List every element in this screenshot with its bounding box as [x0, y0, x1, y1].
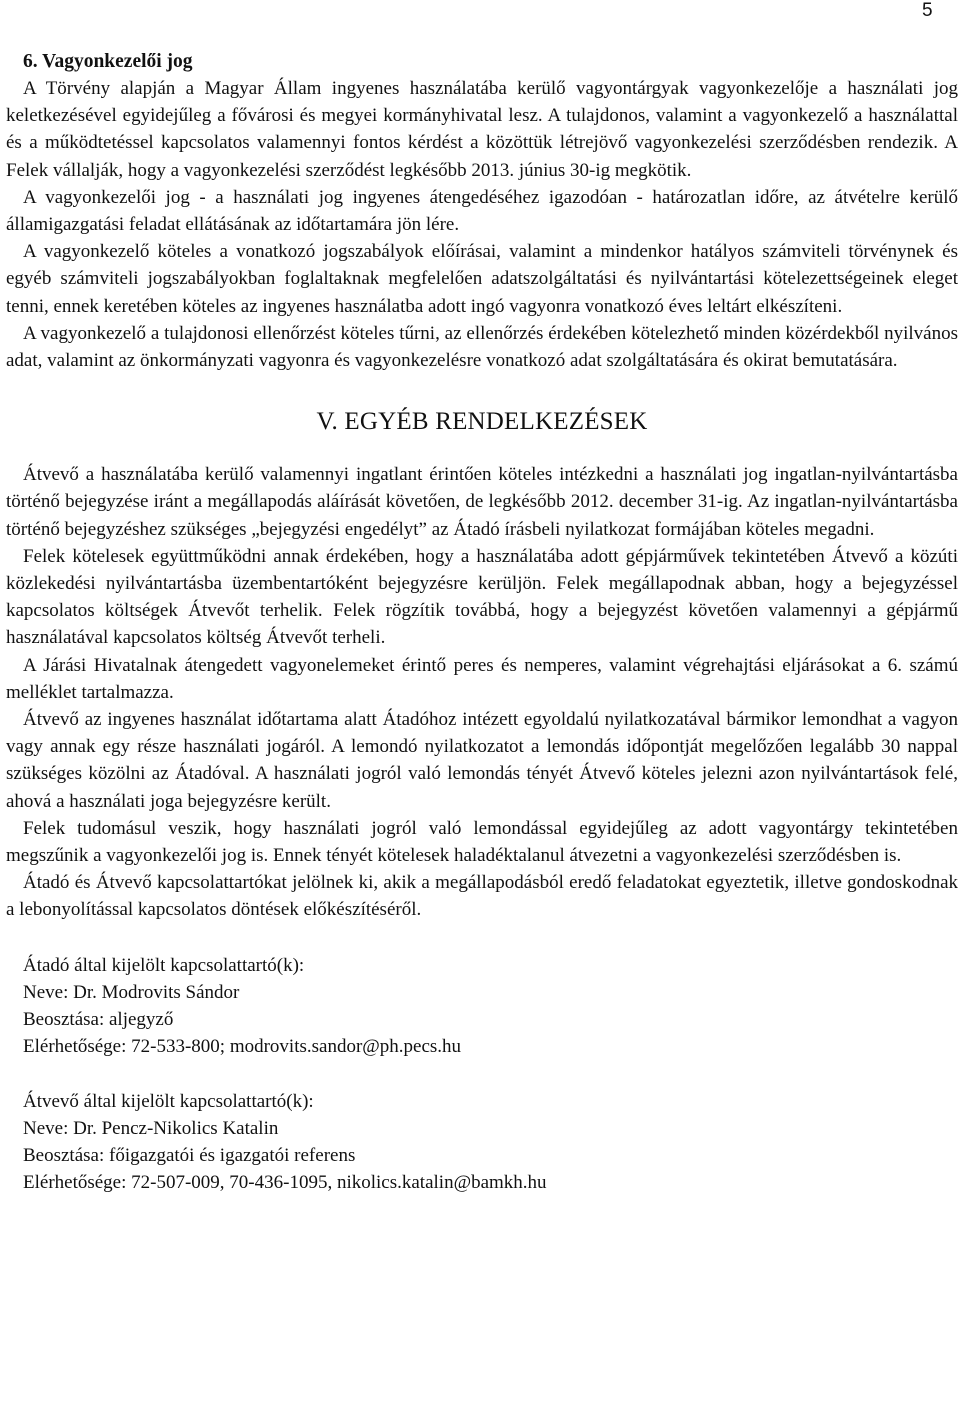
- section-v-heading: V. EGYÉB RENDELKEZÉSEK: [316, 408, 648, 436]
- contact-name: Neve: Dr. Pencz-Nikolics Katalin: [23, 1117, 279, 1139]
- paragraph: Felek tudomásul veszik, hogy használati jogról való lemondással egyidejűleg az adott vagyontárgy tekintetében megszűnik a vagyonkezelői jog is. Ennek tényét kötelesek haladéktalanul átvezetni a vagyonkezelési szerződésben is.: [6, 817, 958, 867]
- paragraph: A vagyonkezelő a tulajdonosi ellenőrzést köteles tűrni, az ellenőrzés érdekében kötelezhető minden közérdekből nyilvános adat, valamint az önkormányzati vagyonra és vagyonkezelésre vonatkozó adat szolgáltatására és okirat bemutatására.: [6, 322, 958, 372]
- paragraph: A vagyonkezelői jog - a használati jog ingyenes átengedéséhez igazodóan - határozatlan időre, az átvételre kerülő államigazgatási feladat ellátásának az időtartamára jön lére.: [6, 186, 958, 236]
- document-body: [6, 48, 958, 1196]
- contact-reach: Elérhetősége: 72-507-009, 70-436-1095, nikolics.katalin@bamkh.hu: [23, 1172, 547, 1194]
- paragraph: A Járási Hivatalnak átengedett vagyonelemeket érintő peres és nemperes, valamint végrehajtási eljárásokat a 6. számú melléklet tartalmazza.: [6, 654, 958, 703]
- section-6-heading: 6. Vagyonkezelői jog: [23, 51, 193, 72]
- paragraph: Átadó és Átvevő kapcsolattartókat jelölnek ki, akik a megállapodásból eredő feladatokat egyeztetik, illetve gondoskodnak a lebonyolítással kapcsolatos döntések előkészítéséről.: [6, 872, 958, 921]
- contact-heading: Átadó által kijelölt kapcsolattartó(k):: [23, 954, 305, 976]
- contact-position: Beosztása: főigazgatói és igazgatói referens: [23, 1144, 356, 1166]
- paragraph: Felek kötelesek együttműködni annak érdekében, hogy a használatába adott gépjárművek tekintetében Átvevő a közúti közlekedési nyilvántartásba üzembentartóként bejegyzésre kerüljön. Felek megállapodnak abban, hogy a bejegyzéssel kapcsolatos költségek Átvevőt terhelik. Felek rögzítik továbbá, hogy a bejegyzést követően valamennyi a gépjármű használatával kapcsolatos költség Átvevőt terheli.: [6, 545, 958, 649]
- paragraph: A vagyonkezelő köteles a vonatkozó jogszabályok előírásai, valamint a mindenkor hatályos számviteli törvénynek és egyéb számviteli jogszabályokban foglaltaknak megfelelően adatszolgáltatási és nyilvántartási kötelezettségeinek eleget tenni, ennek keretében köteles az ingyenes használatba adott ingó vagyonra vonatkozó éves leltárt elkészíteni.: [6, 241, 958, 317]
- page-number: 5: [922, 0, 933, 21]
- paragraph: A Törvény alapján a Magyar Állam ingyenes használatába kerülő vagyontárgyak vagyonkezelője a használati jog keletkezésével egyidejűleg a fővárosi és megyei kormányhivatal lesz. A tulajdonos, valamint a vagyonkezelő a használattal és a működtetéssel kapcsolatos valamennyi fontos kérdést a közöttük létrejövő vagyonkezelési szerződésben rendezik. A Felek vállalják, hogy a vagyonkezelési szerződést legkésőbb 2013. június 30-ig megkötik.: [6, 78, 958, 181]
- paragraph: Átvevő az ingyenes használat időtartama alatt Átadóhoz intézett egyoldalú nyilatkozatával bármikor lemondhat a vagyon vagy annak egy része használati jogáról. A lemondó nyilatkozatot a lemondás időpontját megelőzően legalább 30 nappal szükséges közölni az Átadóval. A használati jogról való lemondás tényét Átvevő köteles jelezni azon nyilvántartások felé, ahová a használati joga bejegyzésre került.: [6, 709, 958, 812]
- contact-block-atado: [6, 952, 958, 1061]
- contact-position: Beosztása: aljegyző: [23, 1009, 174, 1031]
- contact-heading: Átvevő által kijelölt kapcsolattartó(k):: [23, 1090, 314, 1112]
- contact-block-atvevo: [6, 1088, 958, 1197]
- contact-reach: Elérhetősége: 72-533-800; modrovits.sandor@ph.pecs.hu: [23, 1036, 462, 1058]
- paragraph: Átvevő a használatába kerülő valamennyi ingatlant érintően köteles intézkedni a használati jog ingatlan-nyilvántartásba történő bejegyzése iránt a megállapodás aláírását követően, de legkésőbb 2012. december 31-ig. Az ingatlan-nyilvántartásba történő bejegyzéshez szükséges „bejegyzési engedélyt” az Átadó írásbeli nyilatkozat formájában köteles megadni.: [6, 464, 958, 540]
- contact-name: Neve: Dr. Modrovits Sándor: [23, 981, 240, 1003]
